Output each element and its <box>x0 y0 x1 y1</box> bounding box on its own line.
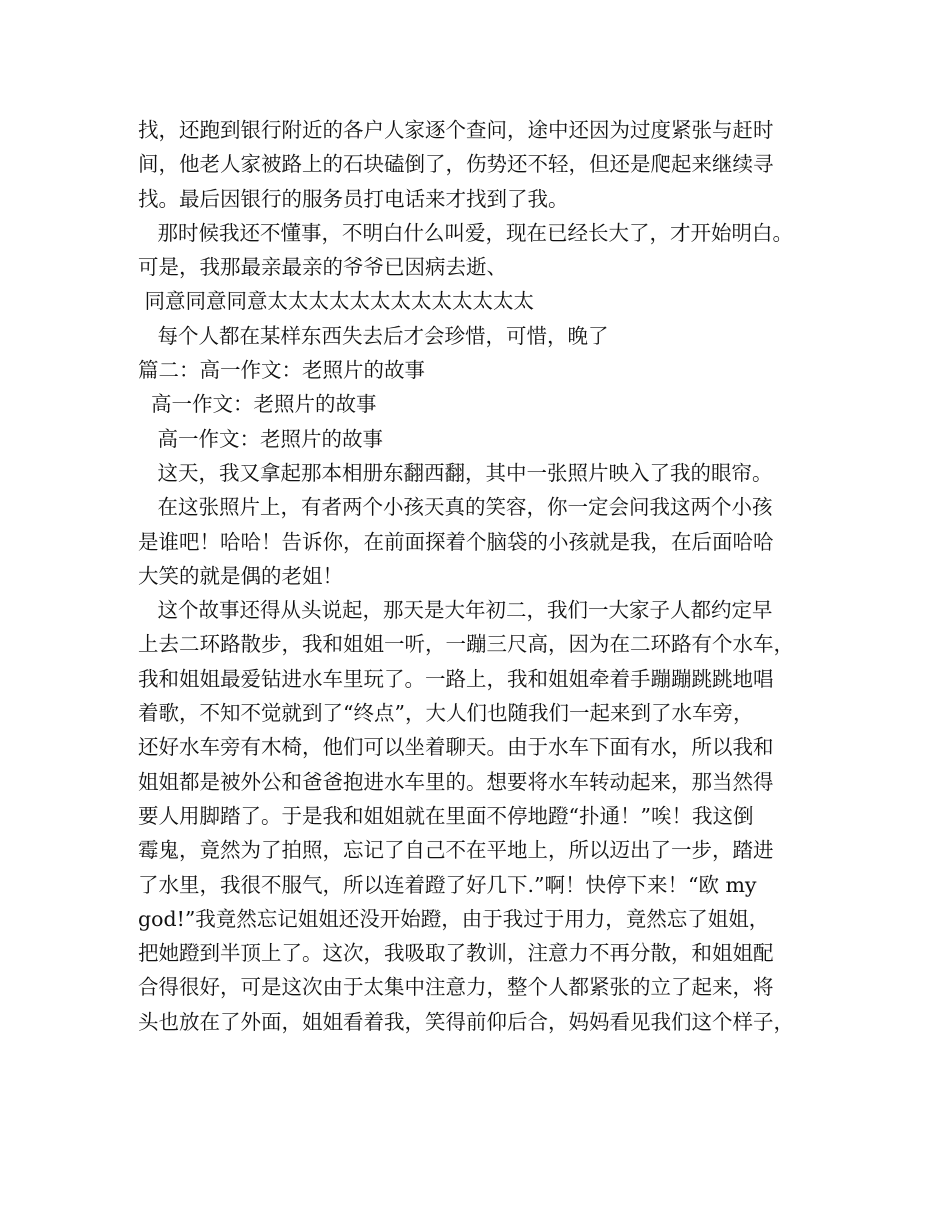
text-line: 要人用脚踏了。于是我和姐姐就在里面不停地蹬“扑通！”唉！我这倒 <box>138 803 754 828</box>
text-line: 我和姐姐最爱钻进水车里玩了。一路上，我和姐姐牵着手蹦蹦跳跳地唱 <box>138 666 774 691</box>
essay-title: 高一作文：老照片的故事 <box>138 392 377 417</box>
text-line: 间，他老人家被路上的石块磕倒了，伤势还不轻，但还是爬起来继续寻 <box>138 152 774 177</box>
text-line: 找，还跑到银行附近的各户人家逐个查问，途中还因为过度紧张与赶时 <box>138 118 774 142</box>
essay-subtitle: 高一作文：老照片的故事 <box>138 426 384 451</box>
text-line: 上去二环路散步，我和姐姐一听，一蹦三尺高，因为在二环路有个水车， <box>138 632 794 657</box>
text-line: 每个人都在某样东西失去后才会珍惜，可惜，晚了 <box>138 323 609 348</box>
text-line: god!”我竟然忘记姐姐还没开始蹬，由于我过于用力，竟然忘了姐姐， <box>138 906 770 931</box>
essay-body <box>138 113 828 1039</box>
text-line: 这天，我又拿起那本相册东翻西翻，其中一张照片映入了我的眼帘。 <box>138 460 773 485</box>
text-line: 在这张照片上，有者两个小孩天真的笑容，你一定会问我这两个小孩 <box>138 495 773 520</box>
text-line: 头也放在了外面，姐姐看着我，笑得前仰后合，妈妈看见我们这个样子， <box>138 1009 794 1034</box>
text-line: 同意同意同意太太太太太太太太太太太太太 <box>138 289 535 314</box>
text-line: 了水里，我很不服气，所以连着蹬了好几下.”啊！快停下来！“欧 my <box>138 872 757 897</box>
text-line: 姐姐都是被外公和爸爸抱进水车里的。想要将水车转动起来，那当然得 <box>138 769 774 794</box>
text-line: 是谁吧！哈哈！告诉你，在前面探着个脑袋的小孩就是我，在后面哈哈 <box>138 529 774 554</box>
section-heading: 篇二：高一作文：老照片的故事 <box>138 358 425 383</box>
text-line: 找。最后因银行的服务员打电话来才找到了我。 <box>138 186 569 211</box>
text-line: 大笑的就是偶的老姐！ <box>138 563 343 588</box>
text-line: 可是，我那最亲最亲的爷爷已因病去逝、 <box>138 255 507 280</box>
text-line: 把她蹬到半顶上了。这次，我吸取了教训，注意力不再分散，和姐姐配 <box>138 941 774 966</box>
text-line: 着歌，不知不觉就到了“终点”，大人们也随我们一起来到了水车旁， <box>138 701 754 726</box>
text-line: 还好水车旁有木椅，他们可以坐着聊天。由于水车下面有水，所以我和 <box>138 735 774 760</box>
text-line: 霉鬼，竟然为了拍照，忘记了自己不在平地上，所以迈出了一步，踏进 <box>138 838 774 863</box>
text-line: 这个故事还得从头说起，那天是大年初二，我们一大家子人都约定早 <box>138 598 773 623</box>
text-line: 合得很好，可是这次由于太集中注意力，整个人都紧张的立了起来，将 <box>138 975 774 1000</box>
text-line: 那时候我还不懂事，不明白什么叫爱，现在已经长大了，才开始明白。 <box>138 220 794 245</box>
